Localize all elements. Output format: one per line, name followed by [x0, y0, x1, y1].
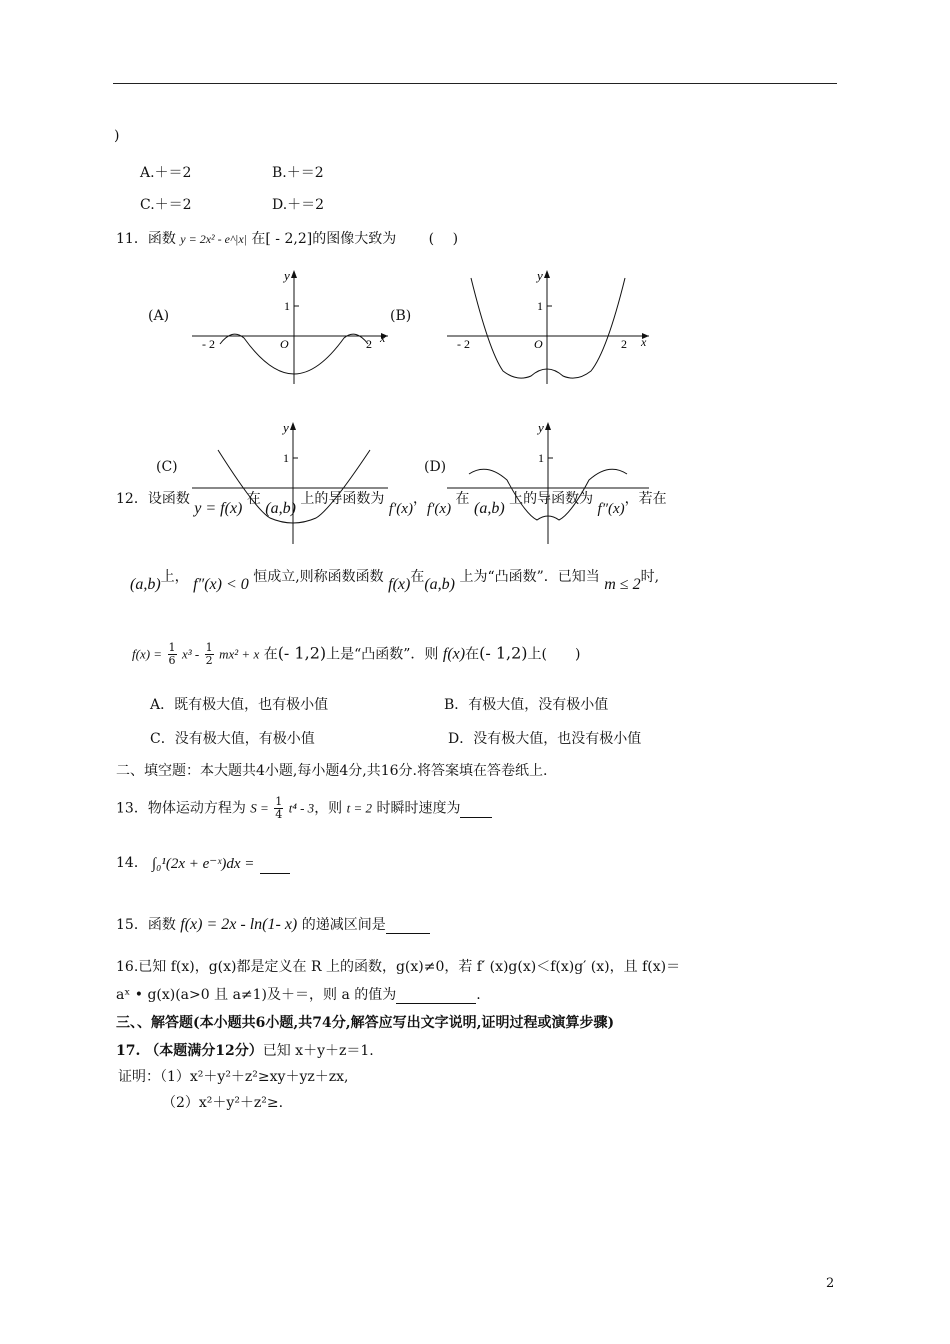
- graph-label-b: (B): [390, 308, 412, 324]
- q12-text-e: 在: [455, 491, 470, 507]
- q13-s: S =: [250, 800, 269, 816]
- q12-line3-func-2: f(x): [442, 645, 466, 663]
- q13-line: [116, 796, 492, 821]
- q12-text-b: 在: [246, 491, 261, 507]
- q14-expression: [152, 854, 290, 874]
- q12-line2-text-a: 上，: [160, 569, 189, 585]
- q17-proof-1: 证明：（1）x²＋y²＋z²≥xy＋yz＋zx,: [118, 1069, 349, 1085]
- q14-blank: [260, 856, 290, 874]
- q16-blank: [396, 987, 476, 1004]
- q14-integral: ∫₀¹(2x + e⁻ˣ)dx =: [152, 856, 255, 872]
- q13-text-a: 13．物体运动方程为: [116, 800, 246, 817]
- q12-line3-mid1: x³ -: [181, 646, 200, 662]
- graph-a-tick-y: 1: [284, 299, 290, 313]
- q13-t2: t = 2: [346, 800, 373, 816]
- q12-frac-1-den: 6: [168, 654, 176, 667]
- graph-a-tick-right: 2: [366, 337, 372, 351]
- graph-d: [445, 418, 655, 546]
- q12-line2-func: f(x): [388, 576, 411, 593]
- q15-blank: [386, 917, 430, 934]
- q13-frac-den: 4: [275, 808, 283, 821]
- q12-option-d: D．没有极大值，也没有极小值: [448, 731, 642, 747]
- graph-a-y-arrow: [291, 270, 297, 278]
- graph-c: [190, 418, 400, 546]
- q12-line3: [132, 642, 580, 667]
- page-number: 2: [826, 1276, 835, 1291]
- q12-frac-2: [205, 642, 214, 667]
- q12-frac-1: [168, 642, 177, 667]
- graph-d-y-label: y: [538, 420, 544, 435]
- q14-number: 14．: [116, 855, 148, 871]
- graph-a-x-label: x: [380, 331, 386, 345]
- graph-a: [190, 266, 400, 386]
- q17-proof-2: （2）x²＋y²＋z²≥.: [162, 1095, 284, 1111]
- q12-option-a: A．既有极大值，也有极小值: [150, 697, 329, 713]
- q12-line2-text-e: 时,: [640, 569, 660, 585]
- graph-a-y-label: y: [284, 268, 290, 283]
- q12-text-a: 12．设函数: [116, 491, 190, 507]
- graph-b-y-arrow: [544, 270, 550, 278]
- q12-line2-interval: (a,b): [130, 576, 161, 593]
- q12-frac-1-num: 1: [168, 641, 176, 654]
- graph-c-y-arrow: [290, 422, 296, 430]
- q12-fdoubleprime: f″(x): [597, 501, 625, 517]
- continuation-paren: ): [114, 128, 120, 144]
- graph-c-tick-y: 1: [283, 451, 289, 465]
- q11-text: 的图像大致为: [312, 231, 397, 247]
- q12-text-d: ，: [412, 491, 427, 507]
- q11-formula: y = 2x² - e^|x|: [180, 232, 247, 246]
- q17-line: [116, 1040, 374, 1060]
- q12-func: y = f(x): [194, 500, 243, 517]
- q12-line3-text-a: 在: [263, 646, 278, 663]
- q12-line3-text-c: 在: [465, 646, 480, 663]
- graph-label-d: (D): [424, 459, 447, 475]
- q12-fprime-2: f′(x): [426, 501, 452, 517]
- graph-c-y-label: y: [283, 420, 289, 435]
- q11-number: 11．函数: [116, 231, 176, 247]
- q13-blank: [460, 801, 492, 818]
- q15-line: [116, 914, 430, 934]
- q11-interval: 在[ - 2,2]: [251, 231, 313, 247]
- q12-line2-interval-2: (a,b): [424, 576, 455, 593]
- q13-t: t⁴ - 3: [288, 800, 315, 816]
- q12-line2-text-b: 恒成立,则称函数函数: [253, 569, 384, 585]
- q12-line3-text-d: 上( ): [527, 646, 581, 663]
- q12-option-c: C．没有极大值，有极小值: [150, 731, 315, 747]
- q12-option-b: B．有极大值，没有极小值: [444, 697, 609, 713]
- q17-given: 已知 x＋y＋z＝1.: [262, 1043, 374, 1059]
- q13-text-b: ，则: [314, 800, 343, 817]
- graph-d-tick-y: 1: [538, 451, 544, 465]
- q16-line2: [116, 984, 481, 1004]
- graph-b-tick-right: 2: [621, 337, 627, 351]
- q12-fprime-1: f′(x): [388, 501, 413, 517]
- q12-line3-func: f(x) =: [132, 646, 163, 662]
- q12-interval-1: (a,b): [265, 500, 296, 517]
- q11-line: [116, 228, 458, 248]
- q16-line1: 16.已知 f(x)，g(x)都是定义在 R 上的函数，g(x)≠0，若 f′ (x)g(x)＜f(x)g′ (x)，且 f(x)＝: [116, 959, 681, 975]
- q12-line2-ineq: f″(x) < 0: [193, 576, 249, 593]
- q12-frac-2-num: 1: [205, 641, 213, 654]
- graph-b-y-label: y: [537, 268, 543, 283]
- section-2-heading: 二、填空题：本大题共4小题,每小题4分,共16分.将答案填在答卷纸上.: [116, 763, 548, 779]
- graph-b-tick-left: - 2: [457, 337, 470, 351]
- graph-label-a: (A): [148, 308, 170, 324]
- q16-line2-end: .: [476, 987, 481, 1003]
- q12-text-g: 上的导函数为: [509, 491, 594, 507]
- graph-b: [445, 266, 655, 386]
- q12-interval-2: (a,b): [473, 500, 505, 517]
- q10-option-c: C.＋＝2: [140, 197, 192, 213]
- graph-label-c: (C): [156, 459, 178, 475]
- graph-d-y-arrow: [545, 422, 551, 430]
- graph-b-tick-y: 1: [537, 299, 543, 313]
- q12-line3-text-b: 上是“凸函数”．则: [326, 646, 439, 663]
- q16-line2-text: aˣ • g(x)(a>0 且 a≠1)及＋＝，则 a 的值为: [116, 987, 397, 1003]
- q12-line3-interval-2: (- 1,2): [479, 643, 528, 663]
- graph-a-origin: O: [280, 337, 289, 351]
- q10-option-a: A.＋＝2: [140, 165, 192, 181]
- q10-option-b: B.＋＝2: [272, 165, 324, 181]
- graph-b-x-label: x: [641, 335, 647, 349]
- q12-line2-text-d: 上为“凸函数”．已知当: [459, 569, 600, 585]
- q12-line3-interval: (- 1,2): [277, 643, 327, 663]
- graph-b-origin: O: [534, 337, 543, 351]
- q12-text-h: ，若在: [624, 491, 667, 507]
- q15-expression: f(x) = 2x - ln(1- x): [180, 916, 298, 933]
- graph-a-tick-left: - 2: [202, 337, 215, 351]
- q12-line2: [130, 566, 660, 593]
- section-3-heading: 三、、解答题(本小题共6小题,共74分,解答应写出文字说明,证明过程或演算步骤): [116, 1015, 615, 1031]
- q13-frac-num: 1: [275, 795, 283, 808]
- q12-frac-2-den: 2: [205, 654, 213, 667]
- header-rule: [113, 83, 837, 84]
- q17-heading: 17. （本题满分12分）: [116, 1043, 263, 1059]
- q12-line2-m: m ≤ 2: [604, 576, 641, 593]
- graph-b-curve: [471, 278, 625, 378]
- q12-line3-mid2: mx² + x: [219, 646, 260, 662]
- q12-text-c: 上的导函数为: [300, 491, 385, 507]
- q11-answer-paren: ( ): [428, 231, 459, 247]
- q12-line1: [116, 488, 667, 517]
- q15-text-a: 15．函数: [116, 917, 176, 933]
- q10-option-d: D.＋＝2: [272, 197, 325, 213]
- q15-text-b: 的递减区间是: [301, 917, 386, 933]
- q13-text-c: 时瞬时速度为: [376, 800, 461, 817]
- q12-line2-text-c: 在: [410, 569, 425, 585]
- q13-frac: [274, 796, 283, 821]
